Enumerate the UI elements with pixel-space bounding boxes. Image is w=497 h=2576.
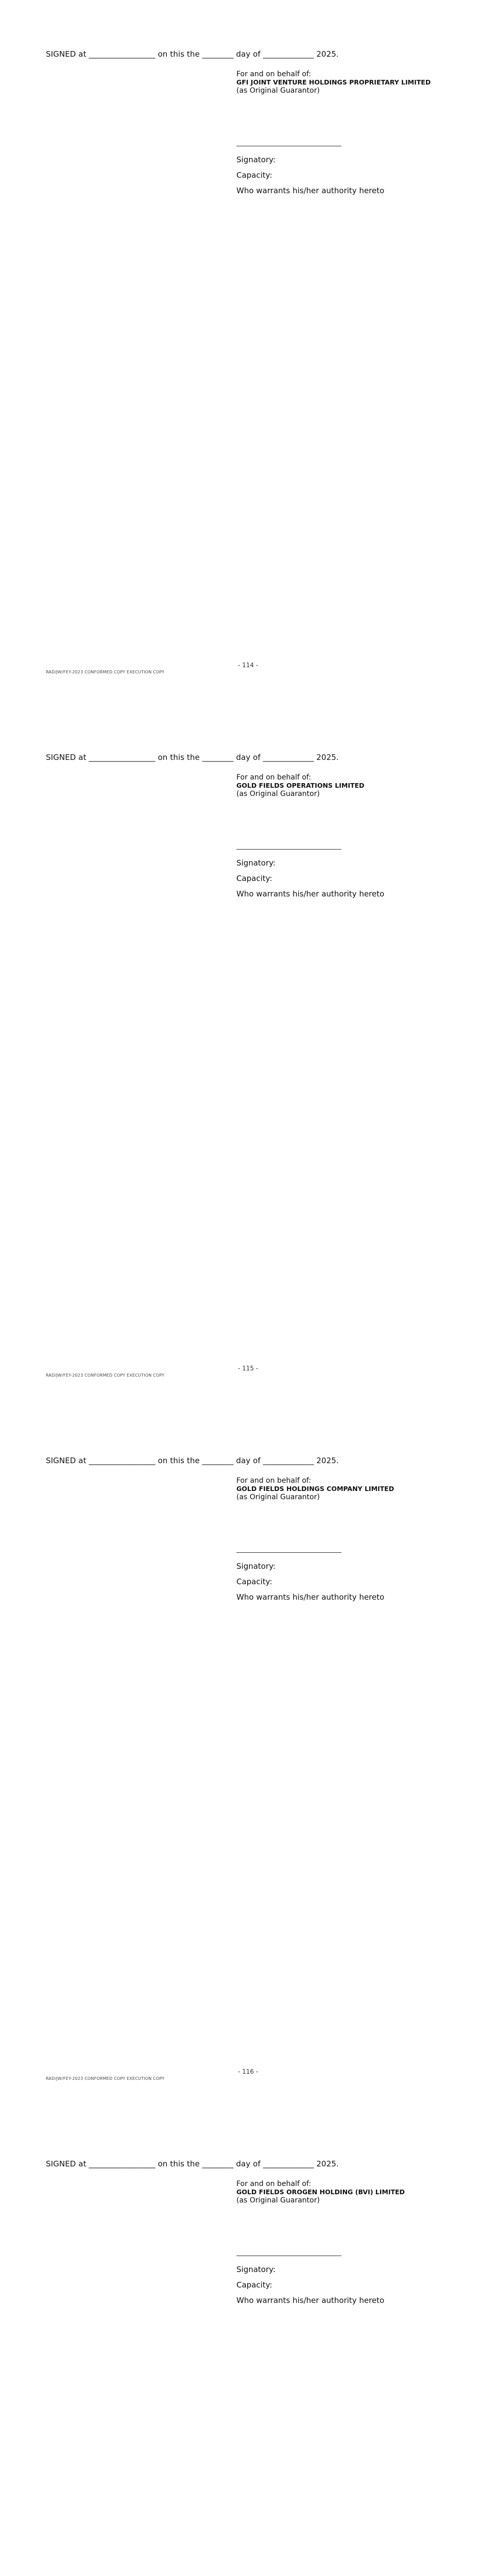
authority-warranty-text: Who warrants his/her authority hereto [236, 889, 385, 899]
company-name: GOLD FIELDS OROGEN HOLDING (BVI) LIMITED [236, 2188, 405, 2196]
company-name: GFI JOINT VENTURE HOLDINGS PROPRIETARY LIMITED [236, 78, 431, 86]
guarantor-role: (as Original Guarantor) [236, 1493, 320, 1501]
signature-page-115 [0, 703, 497, 1406]
page-number: - 114 - [238, 662, 259, 669]
capacity-label: Capacity: [236, 171, 272, 180]
for-and-on-behalf-label: For and on behalf of: [236, 70, 311, 78]
signature-page-116 [0, 1406, 497, 2110]
behalf-block [236, 2180, 405, 2205]
footer-reference: RAD/JW/FEY-2023 CONFORMED COPY EXECUTION COPY [46, 1373, 165, 1378]
capacity-label: Capacity: [236, 874, 272, 883]
signed-at-line: SIGNED at _________________ on this the ________ day of _____________ 2025. [46, 49, 339, 59]
company-name: GOLD FIELDS HOLDINGS COMPANY LIMITED [236, 1485, 395, 1493]
authority-warranty-text: Who warrants his/her authority hereto [236, 1592, 385, 1602]
signatory-label: Signatory: [236, 858, 276, 868]
for-and-on-behalf-label: For and on behalf of: [236, 773, 311, 782]
authority-warranty-text: Who warrants his/her authority hereto [236, 186, 385, 195]
signatory-block [236, 855, 384, 902]
signed-at-line: SIGNED at _________________ on this the ________ day of _____________ 2025. [46, 753, 339, 762]
signatory-block [236, 2262, 384, 2308]
signatory-block [236, 1558, 384, 1605]
signature-page-114 [0, 0, 497, 703]
signatory-label: Signatory: [236, 2265, 276, 2274]
signatory-block [236, 152, 384, 198]
capacity-label: Capacity: [236, 1577, 272, 1586]
footer-reference: RAD/JW/FEY-2023 CONFORMED COPY EXECUTION COPY [46, 2076, 165, 2081]
signed-at-line: SIGNED at _________________ on this the ________ day of _____________ 2025. [46, 1456, 339, 1465]
authority-warranty-text: Who warrants his/her authority hereto [236, 2296, 385, 2305]
signature-page-117 [0, 2110, 497, 2576]
page-number: - 116 - [238, 2068, 259, 2075]
signature-line [236, 849, 341, 850]
company-name: GOLD FIELDS OPERATIONS LIMITED [236, 782, 365, 789]
for-and-on-behalf-label: For and on behalf of: [236, 1477, 311, 1485]
signature-line [236, 1552, 341, 1553]
guarantor-role: (as Original Guarantor) [236, 790, 320, 798]
behalf-block [236, 70, 431, 95]
behalf-block [236, 773, 364, 798]
behalf-block [236, 1477, 394, 1501]
capacity-label: Capacity: [236, 2280, 272, 2290]
guarantor-role: (as Original Guarantor) [236, 2196, 320, 2205]
page-number: - 115 - [238, 1365, 259, 1372]
signed-at-line: SIGNED at _________________ on this the ________ day of _____________ 2025. [46, 2159, 339, 2168]
signatory-label: Signatory: [236, 1562, 276, 1571]
guarantor-role: (as Original Guarantor) [236, 87, 320, 95]
signatory-label: Signatory: [236, 155, 276, 164]
footer-reference: RAD/JW/FEY-2023 CONFORMED COPY EXECUTION COPY [46, 670, 165, 674]
for-and-on-behalf-label: For and on behalf of: [236, 2180, 311, 2188]
